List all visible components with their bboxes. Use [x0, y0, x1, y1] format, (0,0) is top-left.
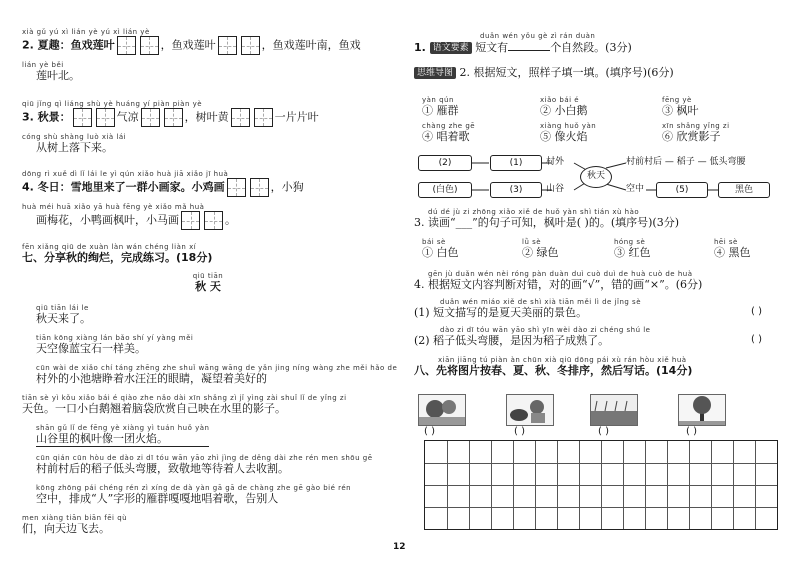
right-question-1: duǎn wén yǒu gè zì rán duàn 1. 语文要素 短文有 个自然段。(3分): [414, 32, 632, 54]
map-box[interactable]: (3): [490, 182, 542, 198]
map-box: (白色): [418, 182, 472, 198]
map-box[interactable]: (2): [418, 155, 472, 171]
option: ③ 枫叶: [662, 104, 699, 117]
writing-box[interactable]: [96, 108, 115, 127]
map-center: 秋天: [580, 166, 612, 188]
question-4-winter: [22, 170, 304, 230]
option: ④ 唱着歌: [422, 130, 470, 143]
section-8-header: xiān jiāng tú piàn àn chūn xià qiū dōng pái xù rán hòu xiě huà 八、先将图片按春、夏、秋、冬排序，然后写话。(14分): [414, 356, 693, 377]
poem-line: men xiàng tiān biān fēi qù 们，向天边飞去。: [22, 514, 128, 535]
right-question-2: 思维导图 2. 根据短文，照样子填一填。(填序号)(6分): [414, 66, 674, 80]
poem-line: cūn qián cūn hòu de dào zi dī tóu wān yāo zhì jìng de děng dài zhe rén men shōu gē 村前村后的稻子低头弯腰，致敬地等待着人去收割。: [36, 454, 373, 475]
pinyin: fēn xiǎng qiū de xuàn làn wán chéng liàn xí: [22, 243, 197, 251]
writing-box[interactable]: [117, 36, 136, 55]
poem-line: cūn wài de xiǎo chí táng zhēng zhe shuǐ wāng wāng de yǎn jing níng wàng zhe měi hǎo de 村外的小池塘睁着水汪汪的眼睛，凝望着美好的: [36, 364, 398, 385]
question-line: 莲叶北。: [36, 69, 80, 82]
writing-box[interactable]: [254, 108, 273, 127]
writing-box[interactable]: [204, 211, 223, 230]
workbook-page: xià gǔ yú xì lián yè yú xì lián yè 2. 夏趣：鱼戏莲叶 ，鱼戏莲叶 ，鱼戏莲叶南，鱼戏 lián yè běi 莲叶北。 qiū jǐng qì liáng shù yè huáng yí piàn piàn yè 3. 秋景： 气凉 ，树叶黄 一片片叶 cóng shù shàng luò xià lái 从树上落下来。 dōng rì xuě dì lǐ lái le yì qún xiǎo huà jiā xiǎo jī huà 4. 冬日：雪地里来了一群小画家。小鸡画 ，小狗 huà méi huā xiǎo yā huà fēng yè xiǎo mǎ huà 画梅花，小鸭画枫叶，小马画 。 fēn xiǎng qiū de xuàn làn wán chéng liàn xí 七、分享秋的绚烂，完成练习。(18分) qiū tiān 秋 天 qiū tiān lái le 秋天来了。 tiān kōng xiàng lán bǎo shí yí yàng měi 天空像蓝宝石一样美。 cūn wài de xiǎo chí táng zhēng zhe shuǐ wāng wāng de yǎn jing níng wàng zhe měi hǎo de 村外的小池塘睁着水汪汪的眼睛，凝望着美好的 tiān sè yì kǒu xiǎo bái é qiào zhe nǎo dài xīn shǎng zì jǐ yìng zài shuǐ lǐ de yǐng zi 天色。一口小白鹅翘着脑袋欣赏自己映在水里的影子。 shān gǔ lǐ de fēng yè xiàng yì tuán huǒ yàn 山谷里的枫叶像一团火焰。 cūn qián cūn hòu de dào zi dī tóu wān yāo zhì jìng de děng dài zhe rén men shōu gē 村前村后的稻子低头弯腰，致敬地等待着人去收割。 kōng zhōng pái chéng rén zì xíng de dà yàn gā gā de chàng zhe gē gào bié rén 空中，排成“人”字形的雁群嘎嘎地唱着歌，告别人 men xiàng tiān biān fēi qù 们，向天边飞去。 duǎn wén yǒu gè zì rán duàn 1. 语文要素 短文有 个自然段。(3分) 思维导图 2. 根据短文，照样子填一填。(填序号)(6分) yàn qún ① 雁群 xiǎo bái é ② 小白鹅 fēng yè ③ 枫叶 chàng zhe gē ④ 唱着歌 xiàng huǒ yàn ⑤ 像火焰 xīn shǎng yǐng zi ⑥ 欣赏影子 (2) (1) 村外 村前村后 — 稻子 — 低头弯腰 (白色) (3) 山谷 秋天 空中 (5) 黑色 dú dé jù zi zhōng xiǎo xiě de huǒ yàn shì tián xù hào 3. 读画“___”的句子可知，枫叶是( )的。(填序号)(3分) bái sè ① 白色 lǜ sè ② 绿色 hóng sè ③ 红色 hēi sè ④ 黑色 gēn jù duǎn wén nèi róng pàn duàn duì cuò duì de huà cuò de huà 4. 根据短文内容判断对错，对的画“√”，错的画“×”。(6分) duǎn wén miáo xiě de shì xià tiān měi lì de jǐng sè (1) 短文描写的是夏天美丽的景色。 ( ) dào zi dī tóu wān yāo shì yīn wèi dào zi chéng shú le (2) 稻子低头弯腰，是因为稻子成熟了。 ( ) xiān jiāng tú piàn àn chūn xià qiū dōng pái xù rán hòu xiě huà 八、先将图片按春、夏、秋、冬排序，然后写话。(14分) ( ) ( ) ( ) ( ) 12: [0, 0, 800, 566]
option: ② 绿色: [522, 246, 559, 259]
answer-paren[interactable]: ( ): [751, 306, 762, 317]
pinyin: qiū jǐng qì liáng shù yè huáng yí piàn piàn yè: [22, 100, 203, 108]
question-3-autumn: [22, 100, 319, 155]
poem-title: qiū tiān 秋 天: [192, 272, 224, 293]
writing-box[interactable]: [241, 36, 260, 55]
question-line: 2. 夏趣：鱼戏莲叶 ，鱼戏莲叶 ，鱼戏莲叶南，鱼戏: [22, 36, 361, 55]
option: ② 小白鹅: [540, 104, 588, 117]
writing-box[interactable]: [181, 211, 200, 230]
writing-box[interactable]: [164, 108, 183, 127]
writing-grid[interactable]: [424, 440, 778, 530]
season-picture: [506, 394, 554, 426]
map-box[interactable]: (5): [656, 182, 708, 198]
page-number: 12: [393, 542, 406, 552]
order-bracket[interactable]: ( ): [598, 426, 609, 437]
question-line: 3. 秋景： 气凉 ，树叶黄 一片片叶: [22, 108, 319, 127]
pinyin: dōng rì xuě dì lǐ lái le yì qún xiǎo huà jiā xiǎo jī huà: [22, 170, 229, 178]
right-question-3: dú dé jù zi zhōng xiǎo xiě de huǒ yàn shì tián xù hào 3. 读画“___”的句子可知，枫叶是( )的。(填序号)(3分): [414, 208, 679, 229]
poem-line-underlined: shān gǔ lǐ de fēng yè xiàng yì tuán huǒ yàn 山谷里的枫叶像一团火焰。: [36, 424, 210, 445]
judge-item: dào zi dī tóu wān yāo shì yīn wèi dào zi chéng shú le (2) 稻子低头弯腰，是因为稻子成熟了。 ( ): [414, 326, 762, 347]
judge-item: duǎn wén miáo xiě de shì xià tiān měi lì de jǐng sè (1) 短文描写的是夏天美丽的景色。 ( ): [414, 298, 762, 319]
poem-line: tiān kōng xiàng lán bǎo shí yí yàng měi 天空像蓝宝石一样美。: [36, 334, 194, 355]
map-box[interactable]: (1): [490, 155, 542, 171]
option: ③ 红色: [614, 246, 651, 259]
pinyin: lián yè běi: [22, 61, 64, 69]
writing-box[interactable]: [231, 108, 250, 127]
section-title: 七、分享秋的绚烂，完成练习。(18分): [22, 251, 213, 264]
writing-box[interactable]: [227, 178, 246, 197]
season-picture: [590, 394, 638, 426]
writing-box[interactable]: [141, 108, 160, 127]
writing-box[interactable]: [218, 36, 237, 55]
poem-line: qiū tiān lái le 秋天来了。: [36, 304, 91, 325]
option: ① 白色: [422, 246, 459, 259]
writing-box[interactable]: [250, 178, 269, 197]
order-bracket[interactable]: ( ): [686, 426, 697, 437]
answer-blank[interactable]: [508, 40, 550, 51]
badge-label: 语文要素: [430, 42, 472, 54]
right-question-4: gēn jù duǎn wén nèi róng pàn duàn duì cuò duì de huà cuò de huà 4. 根据短文内容判断对错，对的画“√”，错的画“×”。(6分): [414, 270, 703, 291]
map-label: 村外: [546, 157, 565, 167]
answer-paren[interactable]: ( ): [751, 334, 762, 345]
option: ① 雁群: [422, 104, 459, 117]
order-bracket[interactable]: ( ): [514, 426, 525, 437]
season-picture: [678, 394, 726, 426]
question-line: 画梅花，小鸭画枫叶，小马画 。: [22, 211, 304, 230]
writing-box[interactable]: [140, 36, 159, 55]
question-2-summer: [22, 28, 361, 83]
mind-map: [414, 150, 786, 206]
option: ⑤ 像火焰: [540, 130, 588, 143]
map-label: 山谷: [546, 184, 565, 194]
section-7-header: [22, 243, 212, 265]
pinyin: huà méi huā xiǎo yā huà fēng yè xiǎo mǎ huà: [22, 203, 205, 211]
map-box: 黑色: [718, 182, 770, 198]
pinyin: cóng shù shàng luò xià lái: [22, 133, 127, 141]
question-line: 4. 冬日：雪地里来了一群小画家。小鸡画 ，小狗: [22, 178, 304, 197]
season-picture: [418, 394, 466, 426]
writing-box[interactable]: [73, 108, 92, 127]
option: ⑥ 欣赏影子: [662, 130, 721, 143]
section-title: 八、先将图片按春、夏、秋、冬排序，然后写话。(14分): [414, 364, 693, 377]
map-label: 村前村后 — 稻子 — 低头弯腰: [626, 157, 746, 167]
option: ④ 黑色: [714, 246, 751, 259]
poem-line: kōng zhōng pái chéng rén zì xíng de dà yàn gā gā de chàng zhe gē gào bié rén 空中，排成“人”字形的雁群嘎嘎地唱着歌，告别人: [36, 484, 352, 505]
order-bracket[interactable]: ( ): [424, 426, 435, 437]
question-line: 从树上落下来。: [36, 141, 113, 154]
map-label: 空中: [626, 184, 645, 194]
badge-label: 思维导图: [414, 67, 456, 79]
pinyin: xià gǔ yú xì lián yè yú xì lián yè: [22, 28, 150, 36]
poem-line: tiān sè yì kǒu xiǎo bái é qiào zhe nǎo dài xīn shǎng zì jǐ yìng zài shuǐ lǐ de yǐng zi 天色。一口小白鹅翘着脑袋欣赏自己映在水里的影子。: [22, 394, 347, 415]
